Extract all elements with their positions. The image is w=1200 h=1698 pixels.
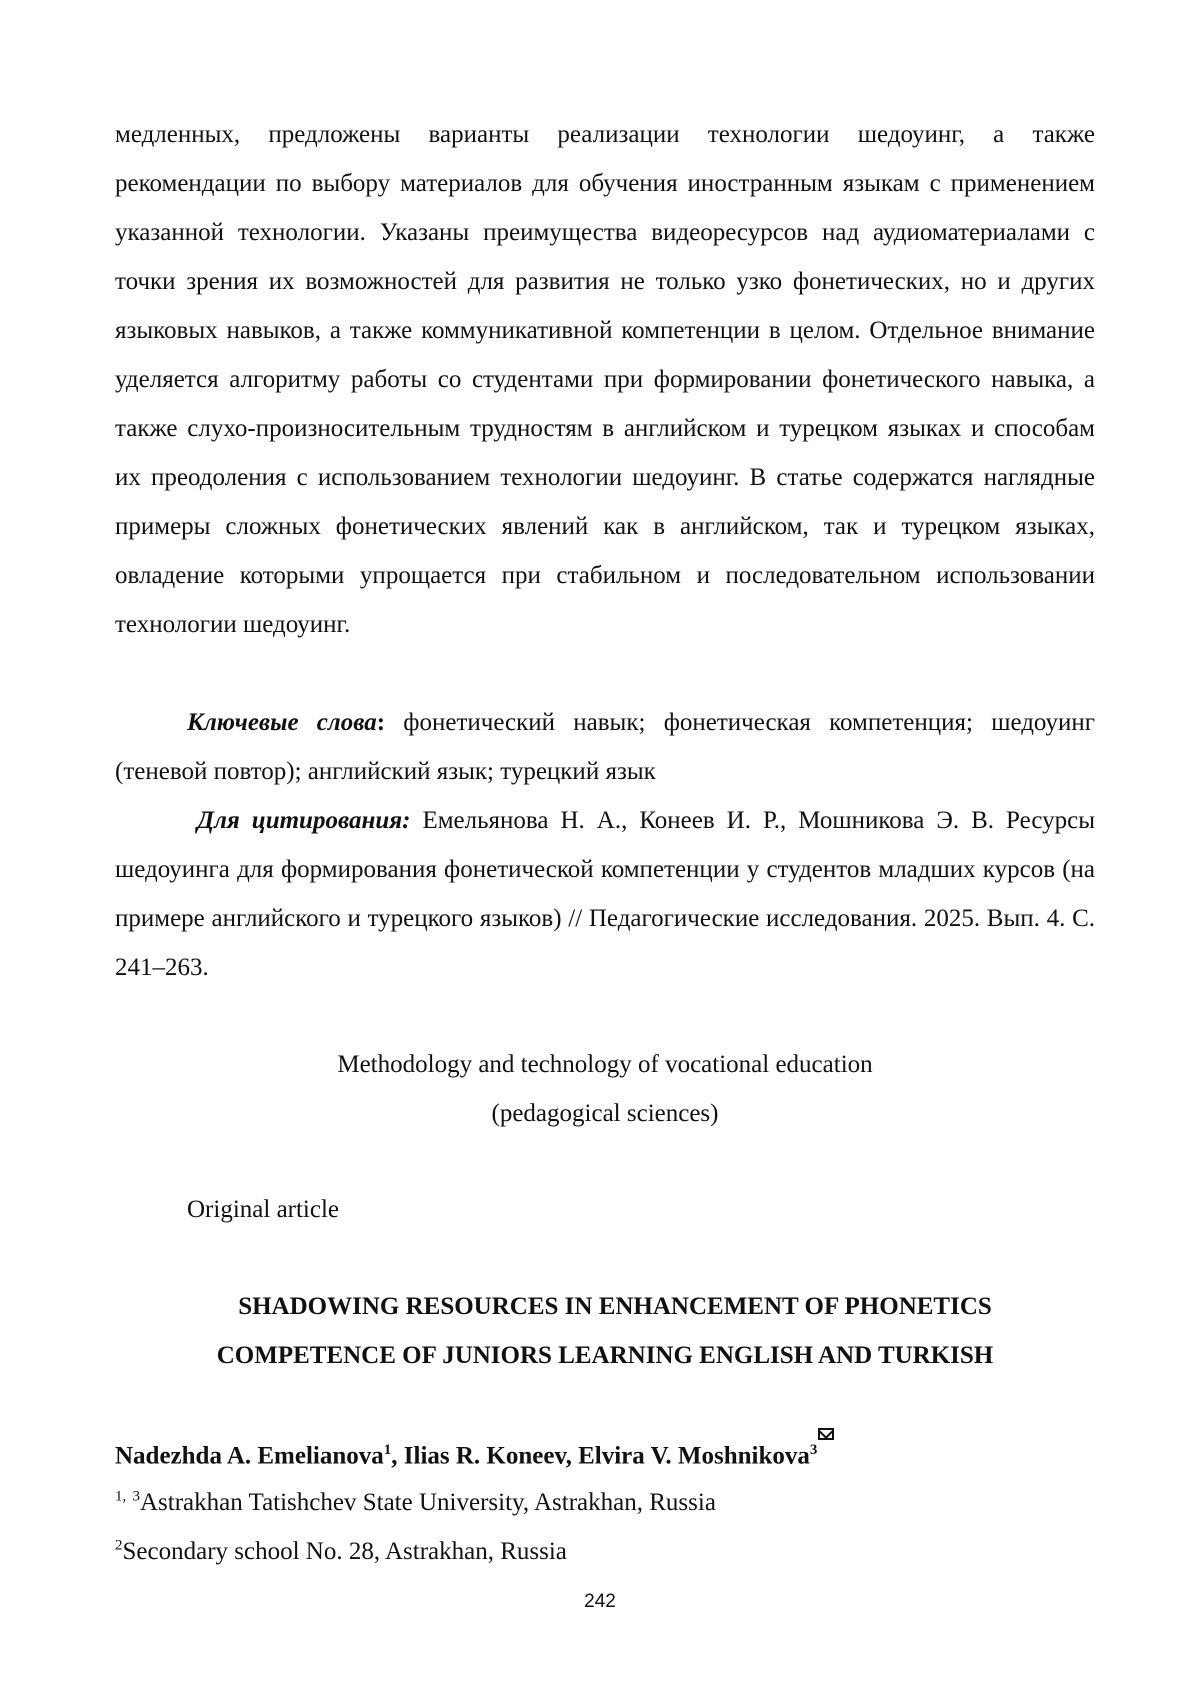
- affiliation-1-sup-b: 3: [132, 1488, 140, 1505]
- author-2: Ilias R. Koneev: [403, 1442, 566, 1470]
- article-title: [115, 1282, 1095, 1380]
- keywords-colon: :: [376, 709, 386, 736]
- author-3-sup: [810, 1442, 835, 1458]
- article-type: Original article: [187, 1196, 340, 1223]
- page-number: 242: [584, 1591, 616, 1612]
- abstract-block: [115, 110, 1095, 649]
- affiliation-1-sup-a: 1,: [115, 1488, 127, 1505]
- section-line-1: Methodology and technology of vocational education: [337, 1051, 873, 1078]
- keywords-label: Ключевые слова: [187, 709, 377, 736]
- keywords-block: [115, 698, 1095, 796]
- section-line-2: (pedagogical sciences): [491, 1100, 719, 1127]
- title-line-1: SHADOWING RESOURCES IN ENHANCEMENT OF PHONETICS: [238, 1293, 992, 1320]
- author-1-sup: 1: [383, 1442, 392, 1458]
- keywords-text: фонетический навык; фонетическая компетенция; шедоуинг (теневой повтор); английский язык; турецкий язык: [115, 709, 1095, 785]
- title-line-2: COMPETENCE OF JUNIORS LEARNING ENGLISH AND TURKISH: [216, 1342, 994, 1369]
- author-separator: ,: [565, 1442, 579, 1470]
- citation-text: Емельянова Н. А., Конеев И. Р., Мошникова Э. В. Ресурсы шедоуинга для формирования фонетической компетенции у студентов младших курсов (на примере английского и турецкого языков) // Педагогические исследования. 2025. Вып. 4. С. 241–263.: [115, 807, 1096, 981]
- section-heading: [115, 1040, 1095, 1138]
- affiliation-2-text: Secondary school No. 28, Astrakhan, Russia: [122, 1538, 567, 1565]
- affiliation-1: [115, 1478, 1095, 1527]
- author-3-sup-number: 3: [809, 1442, 818, 1458]
- affiliation-1-text: Astrakhan Tatishchev State University, Astrakhan, Russia: [140, 1489, 716, 1516]
- affiliations-block: [115, 1478, 1095, 1576]
- affiliation-2: [115, 1527, 1095, 1576]
- citation-label: Для цитирования:: [197, 807, 411, 834]
- abstract-paragraph: медленных, предложены варианты реализации технологии шедоуинг, а также рекомендации по выбору материалов для обучения иностранным языкам с применением указанной технологии. Указаны преимущества видеоресурсов над аудиоматериалами с точки зрения их возможностей для развития не только узко фонетических, но и других языковых навыков, а также коммуникативной компетенции в целом. Отдельное внимание уделяется алгоритму работы со студентами при формировании фонетического навыка, а также слухо-произносительным трудностям в английском и турецком языках и способам их преодоления с использованием технологии шедоуинг. В статье содержатся наглядные примеры сложных фонетических явлений как в английском, так и турецком языках, овладение которыми упрощается при стабильном и последовательном использовании технологии шедоуинг.: [115, 121, 1095, 638]
- article-type-block: [187, 1185, 787, 1234]
- affiliation-2-sup: 2: [115, 1537, 123, 1554]
- author-separator: ,: [391, 1442, 404, 1470]
- author-3: Elvira V. Moshnikova: [578, 1442, 810, 1470]
- authors-block: [115, 1428, 1095, 1480]
- email-envelope-icon[interactable]: [818, 1428, 834, 1440]
- authors-line: [115, 1428, 1095, 1480]
- author-1: Nadezhda A. Emelianova: [115, 1442, 384, 1470]
- citation-paragraph: [115, 796, 1095, 992]
- keywords-paragraph: [115, 698, 1095, 796]
- citation-block: [115, 796, 1095, 992]
